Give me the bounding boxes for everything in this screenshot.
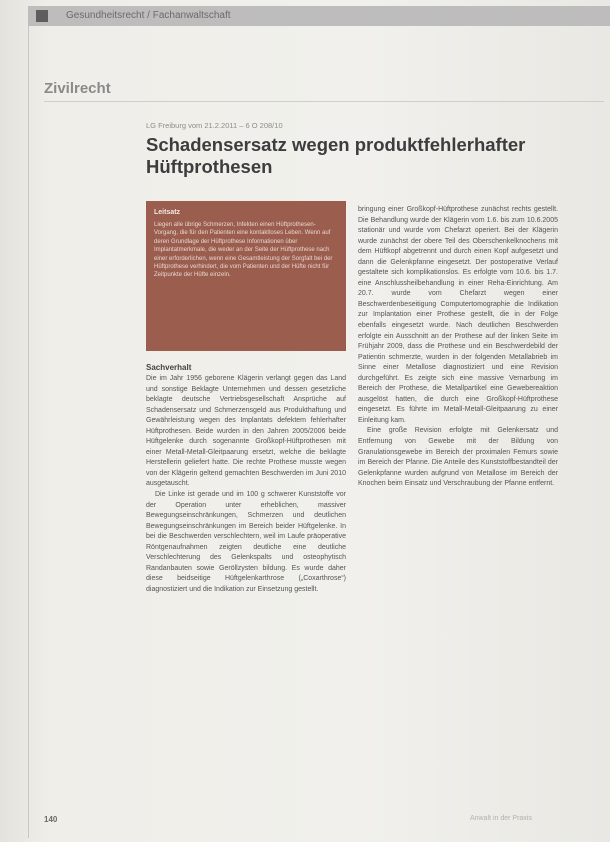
section-square-icon xyxy=(36,10,48,22)
sachverhalt-heading: Sachverhalt xyxy=(146,363,192,372)
paragraph: Eine große Revision erfolgte mit Gelenkersatz und Entfernung von Gewebe mit der Bildung von Granulationsgewebe im Bereich der proximalen Femurs sowie im Bereich der Pfanne. Die Anteile des Kunststoffbestandteil der Gelenkpfanne wurden aufgrund von Metallose im Bereich der Knochen beim Einsatz und Verschraubung der Pfanne entfernt. xyxy=(358,427,558,488)
leitsatz-heading: Leitsatz xyxy=(154,209,181,216)
right-column xyxy=(358,205,558,490)
leitsatz-box xyxy=(146,201,346,351)
section-divider xyxy=(44,101,604,102)
section-title: Zivilrecht xyxy=(44,80,111,97)
paragraph: Die Linke ist gerade und im 100 g schwerer Kunststoffe vor der Operation unter erheblichen, massiver Bewegungseinschränkungen, Schmerzen und deutlichen Bewegungseinschränkungen im Bereich beider Hüftgelenke. In bei die Beschwerden verschlechtern, weil im Laufe präoperative Röntgenaufnahmen zeigten deutliche eine deutliche Verschlechterung des Gelenkspalts und osteophytisch Randanbauten sowie Geröllzysten bildung. Es wurde daher diese beidseitige Hüftgelenkarthrose („Coxarthrose“) diagnostiziert und die Indikation zur Einsetzung gestellt. xyxy=(146,491,346,593)
header-bar xyxy=(28,6,610,26)
paragraph: bringung einer Großkopf-Hüftprothese zunächst rechts gestellt. Die Behandlung wurde der Klägerin vom 1.6. bis zum 10.6.2005 stationär und wurde vom Chefarzt operiert. Bei der Klägerin wurde zunächst der obere Teil des Oberschenkelknochens mit dem Hüftkopf abgetrennt und durch einen Kopf aufgesetzt und dann die Gelenkpfanne eingesetzt. Der postoperative Verlauf gestaltete sich komplikationslos. Es erfolgte vom 10.6. bis 1.7. eine Anschlussheilbehandlung in einer Reha-Einrichtung. Am 20.7. wurde vom Chefarzt wegen einer Beschwerdenbeseitigung Computertomographie die Indikation zur Implantation einer Prothese gestellt, die in der Folge ebenfalls eingesetzt wurde. Nach deutlichen Beschwerden erfolgte ein Ausschnitt an der Prothese auf der linken Seite im Frühjahr 2009, dass die Prothese und ein Beschwerdebild der Patientin schmerzte, wurden in der folgenden Metallabrieb im Sinne einer Metallose diagnostiziert und eine Revision durchgeführt. Es zeigte sich eine massive Vernarbung im Bereich der Prothese, die Metallpartikel eine Gewebereaktion ausgelöst hatten, die durch eine Großkopf-Hüftprothese eingesetzt. Es führte im Metall-Metall-Gleitpaarung zu einer Einleitung kam. xyxy=(358,206,558,424)
journal-name: Anwalt in der Praxis xyxy=(470,815,532,822)
paragraph: Die im Jahr 1956 geborene Klägerin verlangt gegen das Land und sonstige Beklagte Unternehmen und dessen gesetzliche beklagte deutsche Vertriebsgesellschaft Ansprüche auf Schadensersatz und Schmerzensgeld aus Produkthaftung und Gewährleistung wegen des Implantats defektem fehlerhafter Hüftprothesen. Beide wurden in den Jahren 2005/2006 beide Hüftgelenke durch sogenannte Großkopf-Hüftprothesen mit einer Metall-Metall-Gleitpaarung ersetzt, welche die beklagte Herstellerin geliefert hatte. Die rechte Prothese musste wegen von der Klägerin geltend gemachten Beschwerden im Juni 2010 ausgetauscht. xyxy=(146,375,346,488)
breadcrumb: Gesundheitsrecht / Fachanwaltschaft xyxy=(66,10,231,21)
article-title: Schadensersatz wegen produktfehlerhafter Hüftprothesen xyxy=(146,134,526,177)
case-citation: LG Freiburg vom 21.2.2011 – 6 O 208/10 xyxy=(146,121,283,130)
left-column xyxy=(146,374,346,595)
page-number: 140 xyxy=(44,815,58,824)
leitsatz-text: Liegen alle übrige Schmerzen, Infekten einen Hüftprothesen-Vorgang, die für den Patienten eine kontaktloses Leben. Wenn auf deren Grundlage der Hüftprothese Informationen über Implantatmerkmale, die weder an der Seite der Hüftprothese nach einer erforderlichen, wenn eine Gesamtleistung der Sorgfalt bei der Hüftprothese verhindert, die vom Patienten und der Hüfte nicht für Zeitpunkte der Hüfte einzeln. xyxy=(154,222,333,279)
margin-rule xyxy=(28,26,29,838)
